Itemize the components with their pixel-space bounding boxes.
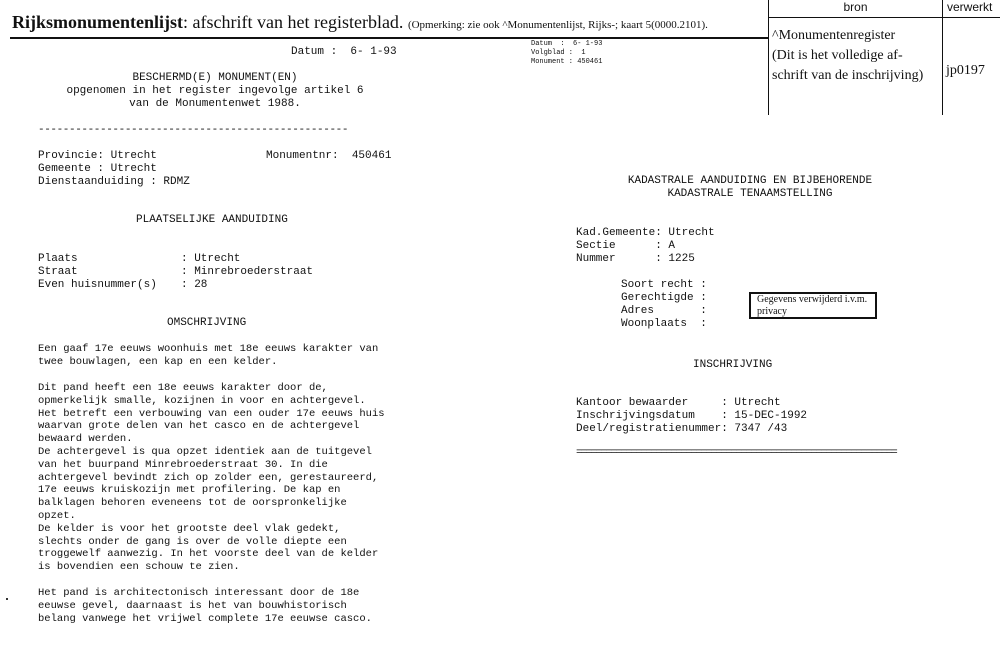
title-bold: Rijksmonumentenlijst <box>12 12 184 32</box>
kad-gemeente-line: Kad.Gemeente: Utrecht <box>576 227 715 239</box>
source-table <box>768 0 1000 115</box>
monumentnr-line: Monumentnr: 450461 <box>266 150 392 162</box>
woonplaats-line: Woonplaats : <box>621 318 707 330</box>
right-small-header: Datum : 6- 1-93 Volgblad : 1 Monument : 450461 <box>531 40 603 66</box>
description-para-1: Een gaaf 17e eeuws woonhuis met 18e eeuws karakter van twee bouwlagen, een kap en een kelder. <box>38 343 379 368</box>
straat-label: Straat <box>38 266 78 278</box>
huisnr-value: : 28 <box>181 279 208 291</box>
huisnr-label: Even huisnummer(s) <box>38 279 157 291</box>
plaats-label: Plaats <box>38 253 78 265</box>
bron-header: bron <box>843 0 868 14</box>
provincie-line: Provincie: Utrecht <box>38 150 157 162</box>
left-datum: Datum : 6- 1-93 <box>291 46 397 58</box>
scan-speck <box>6 598 8 600</box>
privacy-notice-box: Gegevens verwijderd i.v.m. privacy <box>749 292 877 319</box>
right-equals-rule: ================================================================ <box>576 447 897 459</box>
table-header-row <box>769 0 1000 18</box>
inschrijvingsdatum-line: Inschrijvingsdatum : 15-DEC-1992 <box>576 410 808 422</box>
intro-block: BESCHERMD(E) MONUMENT(EN) opgenomen in het register ingevolge artikel 6 van de Monumentenwet 1988. <box>66 72 364 110</box>
description-para-3: Het pand is architectonisch interessant door de 18e eeuwse gevel, daarnaast is het van bouwhistorisch belang vanwege het vrijwel complete 17e eeuwse casco. <box>38 587 372 625</box>
verwerkt-header: verwerkt <box>947 0 993 14</box>
gemeente-line: Gemeente : Utrecht <box>38 163 157 175</box>
bron-cell: ^Monumentenregister (Dit is het volledige af- schrift van de inschrijving) <box>772 28 924 83</box>
plaatselijk-heading: PLAATSELIJKE AANDUIDING <box>136 214 288 226</box>
inschrijving-heading: INSCHRIJVING <box>693 359 773 371</box>
soort-recht-line: Soort recht : <box>621 279 707 291</box>
adres-line: Adres : <box>621 305 707 317</box>
dienst-line: Dienstaanduiding : RDMZ <box>38 176 190 188</box>
omschrijving-heading: OMSCHRIJVING <box>167 317 247 329</box>
header-rule <box>10 37 768 39</box>
sectie-line: Sectie : A <box>576 240 676 252</box>
nummer-line: Nummer : 1225 <box>576 253 695 265</box>
description-para-2: Dit pand heeft een 18e eeuws karakter door de, opmerkelijk smalle, kozijnen in voor en achtergevel. Het betreft een verbouwing van een ouder 17e eeuws huis waarvan grote delen van het casco en de achtergevel bewaard werden. De achtergevel is qua opzet identiek aan de tuitgevel van het buurpand Minrebroederstraat 30. In die achtergevel bevindt zich op zolder een, gerestaureerd, 17e eeuws kruiskozijn met profilering. De kap en balklagen behoren eveneens tot de oorspronkelijke opzet. De kelder is voor het grootste deel vlak gedekt, slechts onder de gang is over de volle diepte een troggewelf aanwezig. In het voorste deel van de kelder is bovendien een schouw te zien. <box>38 382 385 574</box>
straat-value: : Minrebroederstraat <box>181 266 314 278</box>
gerechtigde-line: Gerechtigde : <box>621 292 707 304</box>
deel-line: Deel/registratienummer: 7347 /43 <box>576 423 788 435</box>
page-title <box>12 12 708 33</box>
title-rest: : afschrift van het registerblad. <box>183 12 404 32</box>
kadastrale-heading: KADASTRALE AANDUIDING EN BIJBEHORENDE KADASTRALE TENAAMSTELLING <box>627 175 873 200</box>
plaats-value: : Utrecht <box>181 253 241 265</box>
verwerkt-cell: jp0197 <box>946 63 985 78</box>
left-dash-rule: -------------------------------------------------- <box>38 124 349 136</box>
kantoor-line: Kantoor bewaarder : Utrecht <box>576 397 781 409</box>
title-note: (Opmerking: zie ook ^Monumentenlijst, Rijks-; kaart 5(0000.2101). <box>407 19 708 31</box>
